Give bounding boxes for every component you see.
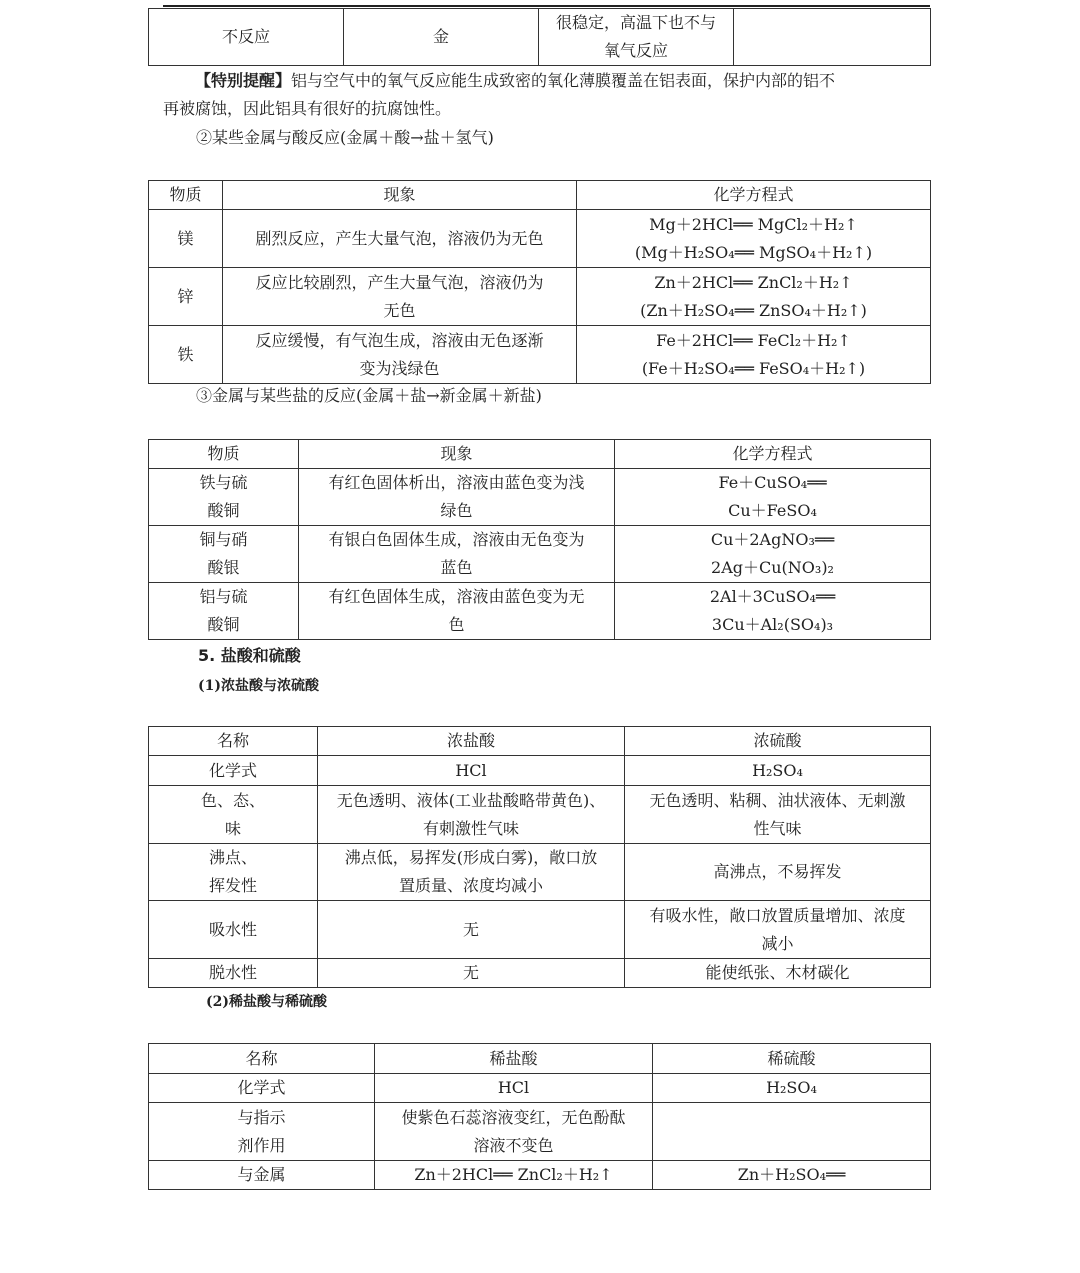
sub-2-text: (2)稀盐酸与稀硫酸 (206, 994, 327, 1010)
table-row (149, 9, 931, 66)
table-cell: 沸点低，易挥发(形成白雾)，敞口放 置质量、浓度均减小 (318, 844, 625, 901)
table-cell: 反应比较剧烈，产生大量气泡，溶液仍为 无色 (223, 268, 577, 326)
table-row (149, 1074, 931, 1103)
table-row (149, 326, 931, 384)
table-cell: 很稳定，高温下也不与 氧气反应 (539, 9, 734, 66)
table-row (149, 756, 931, 786)
sub-heading-2 (206, 988, 327, 1016)
table-cell (734, 9, 931, 66)
table-cell: 现象 (223, 181, 577, 210)
table-cell: 高沸点，不易挥发 (625, 844, 931, 901)
table-cell: HCl (375, 1074, 653, 1103)
table-cell: 无色透明、液体(工业盐酸略带黄色)、 有刺激性气味 (318, 786, 625, 844)
table-cell: 使紫色石蕊溶液变红，无色酚酞 溶液不变色 (375, 1103, 653, 1161)
table-cell: 铜与硝 酸银 (149, 526, 299, 583)
table-row (149, 1103, 931, 1161)
table-cell: 稀盐酸 (375, 1044, 653, 1074)
dilute-acids-table (148, 1043, 931, 1190)
table-header-row (149, 181, 931, 210)
table-cell: 化学式 (149, 1074, 375, 1103)
table-cell: 物质 (149, 181, 223, 210)
table-header-row (149, 1044, 931, 1074)
table-cell: 无色透明、粘稠、油状液体、无刺激 性气味 (625, 786, 931, 844)
table-cell: 现象 (299, 440, 615, 469)
table-row (149, 786, 931, 844)
table-cell: 化学方程式 (577, 181, 931, 210)
table-cell: 剧烈反应，产生大量气泡，溶液仍为无色 (223, 210, 577, 268)
table-cell: HCl (318, 756, 625, 786)
table-cell: 化学式 (149, 756, 318, 786)
table-cell: Fe＋2HCl══ FeCl₂＋H₂↑ (Fe＋H₂SO₄══ FeSO₄＋H₂↑) (577, 326, 931, 384)
table-cell: 与金属 (149, 1161, 375, 1190)
table-cell: Cu＋2AgNO₃══ 2Ag＋Cu(NO₃)₂ (615, 526, 931, 583)
sub-1-text: (1)浓盐酸与浓硫酸 (198, 678, 319, 694)
table-header-row (149, 440, 931, 469)
note-line1: 铝与空气中的氧气反应能生成致密的氧化薄膜覆盖在铝表面，保护内部的铝不 (291, 71, 836, 90)
table-row (149, 901, 931, 959)
table-cell: 吸水性 (149, 901, 318, 959)
note-line2: 再被腐蚀，因此铝具有很好的抗腐蚀性。 (163, 99, 452, 118)
special-note (163, 67, 933, 123)
table-cell: 金 (344, 9, 539, 66)
table-cell: 有红色固体析出，溶液由蓝色变为浅 绿色 (299, 469, 615, 526)
table-row (149, 268, 931, 326)
table-cell: 沸点、 挥发性 (149, 844, 318, 901)
table-row (149, 959, 931, 988)
section-3-heading: ③金属与某些盐的反应(金属＋盐→新金属＋新盐) (196, 386, 542, 405)
table-cell: H₂SO₄ (653, 1074, 931, 1103)
table-cell: 无 (318, 901, 625, 959)
table-cell: 铁 (149, 326, 223, 384)
table-cell: 浓硫酸 (625, 727, 931, 756)
sub-heading-1 (198, 672, 319, 700)
table-cell: 稀硫酸 (653, 1044, 931, 1074)
table-cell: 脱水性 (149, 959, 318, 988)
table-cell: H₂SO₄ (625, 756, 931, 786)
table-cell: Fe＋CuSO₄══ Cu＋FeSO₄ (615, 469, 931, 526)
table-cell: 色、态、 味 (149, 786, 318, 844)
table-cell: Zn＋2HCl══ ZnCl₂＋H₂↑ (Zn＋H₂SO₄══ ZnSO₄＋H₂↑) (577, 268, 931, 326)
top-rule (163, 5, 930, 7)
concentrated-acids-table (148, 726, 931, 988)
table-cell: 铝与硫 酸铜 (149, 583, 299, 640)
table-cell: 有银白色固体生成，溶液由无色变为 蓝色 (299, 526, 615, 583)
table-cell: 能使纸张、木材碳化 (625, 959, 931, 988)
table-row (149, 469, 931, 526)
table-row (149, 1161, 931, 1190)
section-2-heading: ②某些金属与酸反应(金属＋酸→盐＋氢气) (196, 128, 494, 147)
table-cell (653, 1103, 931, 1161)
section-5-heading (198, 642, 301, 670)
table-row (149, 844, 931, 901)
table-header-row (149, 727, 931, 756)
table-cell: 有红色固体生成，溶液由蓝色变为无 色 (299, 583, 615, 640)
heading-5-text: 5. 盐酸和硫酸 (198, 646, 301, 665)
table-cell: 名称 (149, 727, 318, 756)
table-cell: 镁 (149, 210, 223, 268)
table-cell: 有吸水性，敞口放置质量增加、浓度 减小 (625, 901, 931, 959)
table-cell: 浓盐酸 (318, 727, 625, 756)
table-cell: 化学方程式 (615, 440, 931, 469)
table-cell: 反应缓慢，有气泡生成，溶液由无色逐渐 变为浅绿色 (223, 326, 577, 384)
table-row (149, 583, 931, 640)
table-cell: 与指示 剂作用 (149, 1103, 375, 1161)
table-cell: 名称 (149, 1044, 375, 1074)
table-row (149, 210, 931, 268)
metal-salt-table (148, 439, 931, 640)
note-label: 【特别提醒】 (195, 71, 292, 90)
table-cell: 2Al＋3CuSO₄══ 3Cu＋Al₂(SO₄)₃ (615, 583, 931, 640)
table-row (149, 526, 931, 583)
table-cell: Zn＋H₂SO₄══ (653, 1161, 931, 1190)
table-cell: 不反应 (149, 9, 344, 66)
metal-acid-table (148, 180, 931, 384)
table-cell: 无 (318, 959, 625, 988)
table-cell: 锌 (149, 268, 223, 326)
table-cell: Zn＋2HCl══ ZnCl₂＋H₂↑ (375, 1161, 653, 1190)
table-cell: 物质 (149, 440, 299, 469)
table-cell: Mg＋2HCl══ MgCl₂＋H₂↑ (Mg＋H₂SO₄══ MgSO₄＋H₂↑) (577, 210, 931, 268)
table-cell: 铁与硫 酸铜 (149, 469, 299, 526)
metal-oxygen-table-tail (148, 8, 931, 66)
